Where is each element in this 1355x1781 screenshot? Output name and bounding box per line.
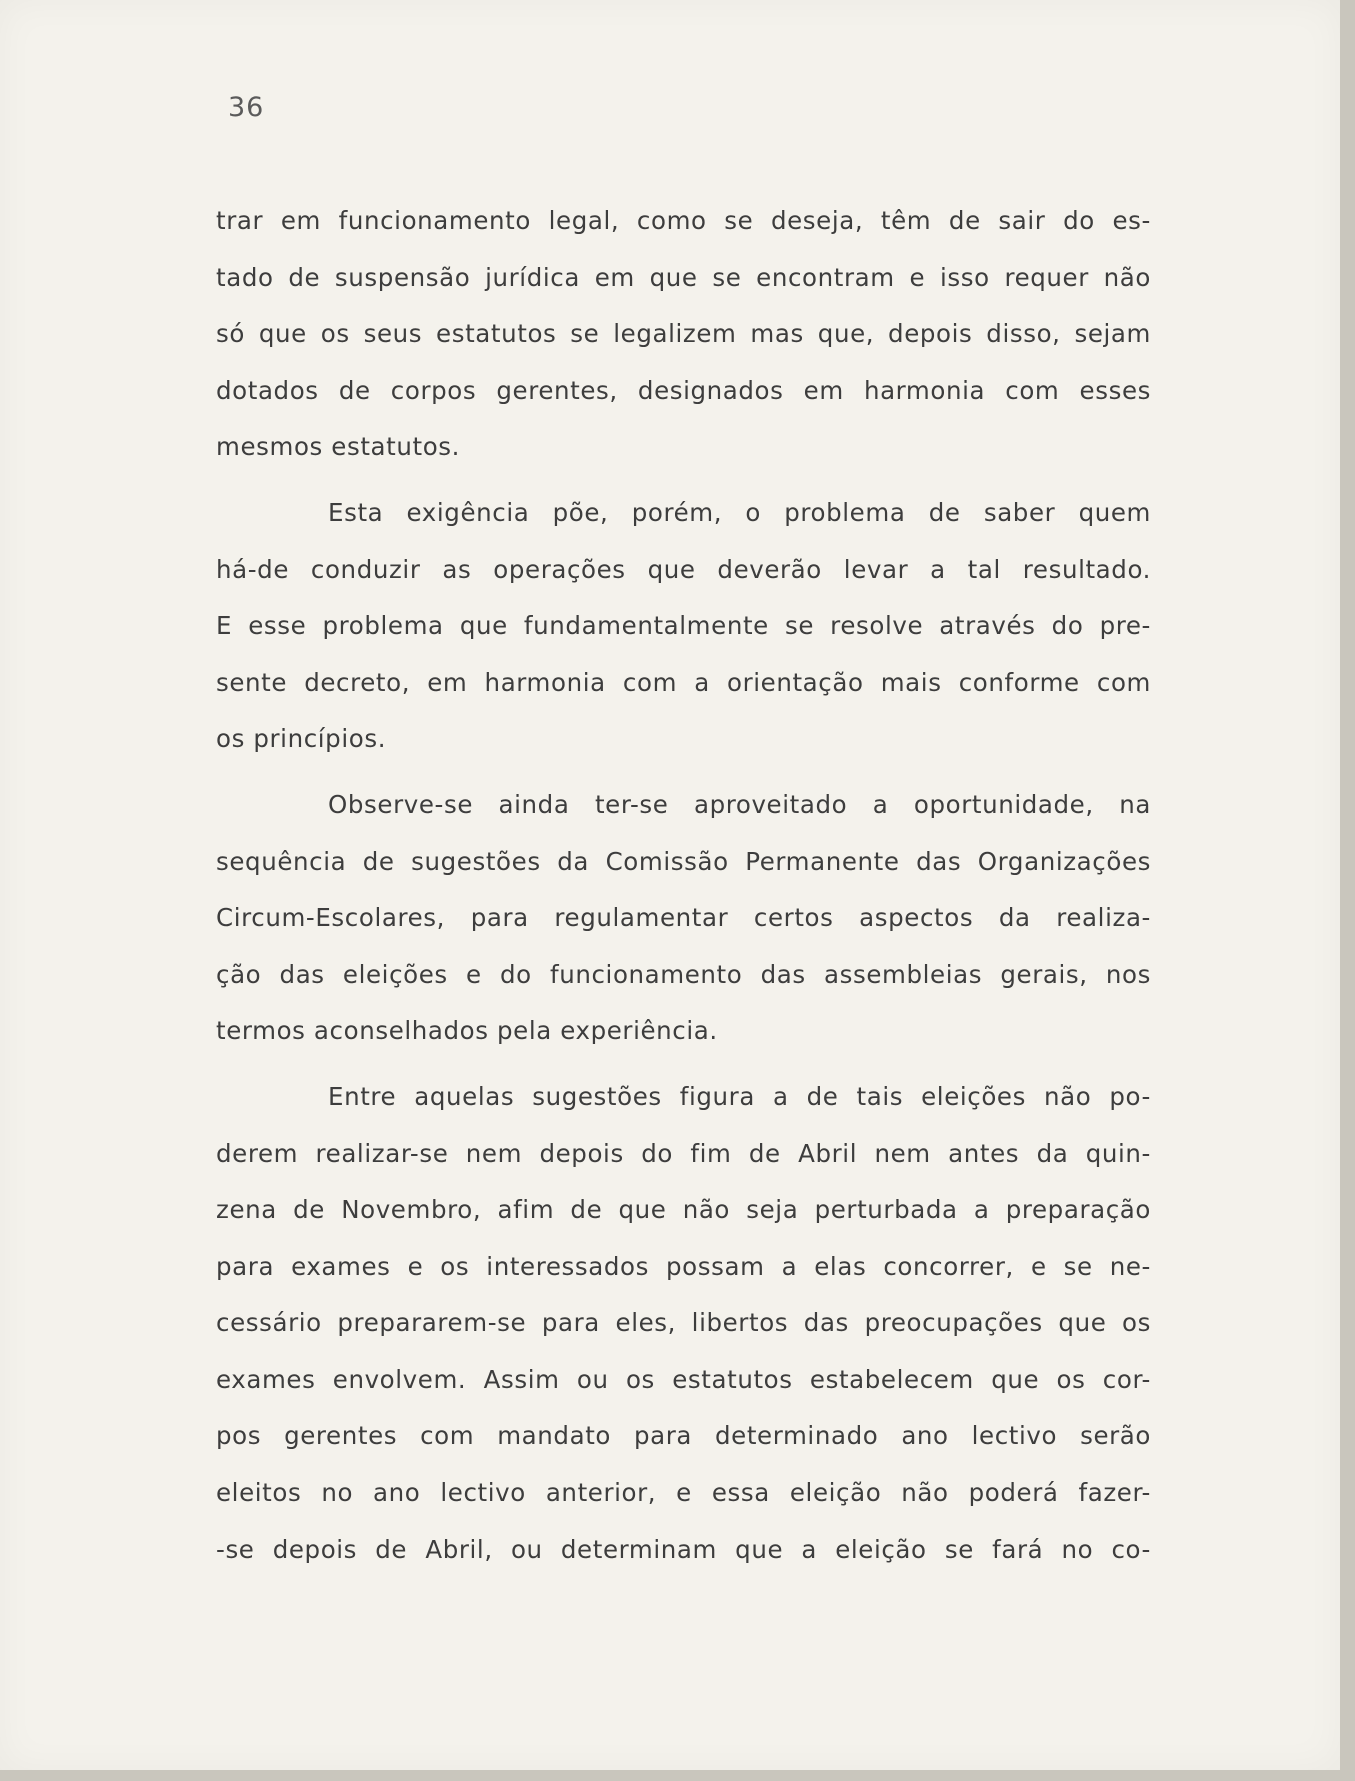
text-line: para exames e os interessados possam a elas concorrer, e se ne-: [216, 1251, 1151, 1281]
text-line: eleitos no ano lectivo anterior, e essa eleição não poderá fazer-: [216, 1478, 1151, 1508]
text-line: Esta exigência põe, porém, o problema de saber quem: [328, 497, 1151, 527]
text-line: Circum-Escolares, para regulamentar certos aspectos da realiza-: [216, 903, 1151, 933]
text-line: trar em funcionamento legal, como se deseja, têm de sair do es-: [216, 206, 1151, 235]
text-line: dotados de corpos gerentes, designados em harmonia com esses: [216, 375, 1151, 405]
body-text: [216, 193, 1151, 1587]
text-line: mesmos estatutos.: [216, 432, 461, 462]
text-line: exames envolvem. Assim ou os estatutos estabelecem que os cor-: [216, 1364, 1151, 1394]
text-line: só que os seus estatutos se legalizem mas que, depois disso, sejam: [216, 319, 1151, 349]
text-line: há-de conduzir as operações que deverão levar a tal resultado.: [216, 554, 1151, 584]
paragraph-3: [216, 777, 1151, 1060]
text-line: Entre aquelas sugestões figura a de tais eleições não po-: [328, 1081, 1151, 1111]
text-line: tado de suspensão jurídica em que se encontram e isso requer não: [216, 262, 1151, 292]
paragraph-2: [216, 485, 1151, 768]
paragraph-1: [216, 193, 1151, 476]
page-number: 36: [228, 92, 265, 123]
text-line: pos gerentes com mandato para determinado ano lectivo serão: [216, 1421, 1151, 1451]
text-line: derem realizar-se nem depois do fim de Abril nem antes da quin-: [216, 1138, 1151, 1168]
text-line: Observe-se ainda ter-se aproveitado a oportunidade, na: [328, 789, 1151, 819]
page-edge: [1340, 0, 1355, 1781]
page-bottom-edge: [0, 1770, 1355, 1781]
text-line: sequência de sugestões da Comissão Permanente das Organizações: [216, 846, 1151, 876]
text-line: os princípios.: [216, 724, 387, 754]
text-line: -se depois de Abril, ou determinam que a eleição se fará no co-: [216, 1534, 1151, 1564]
text-line: E esse problema que fundamentalmente se resolve através do pre-: [216, 611, 1151, 641]
text-line: cessário prepararem-se para eles, libertos das preocupações que os: [216, 1308, 1151, 1338]
text-line: ção das eleições e do funcionamento das assembleias gerais, nos: [216, 959, 1151, 989]
text-line: zena de Novembro, afim de que não seja perturbada a preparação: [216, 1195, 1151, 1225]
paragraph-4: [216, 1069, 1151, 1578]
text-line: termos aconselhados pela experiência.: [216, 1016, 718, 1046]
text-line: sente decreto, em harmonia com a orientação mais conforme com: [216, 667, 1151, 697]
